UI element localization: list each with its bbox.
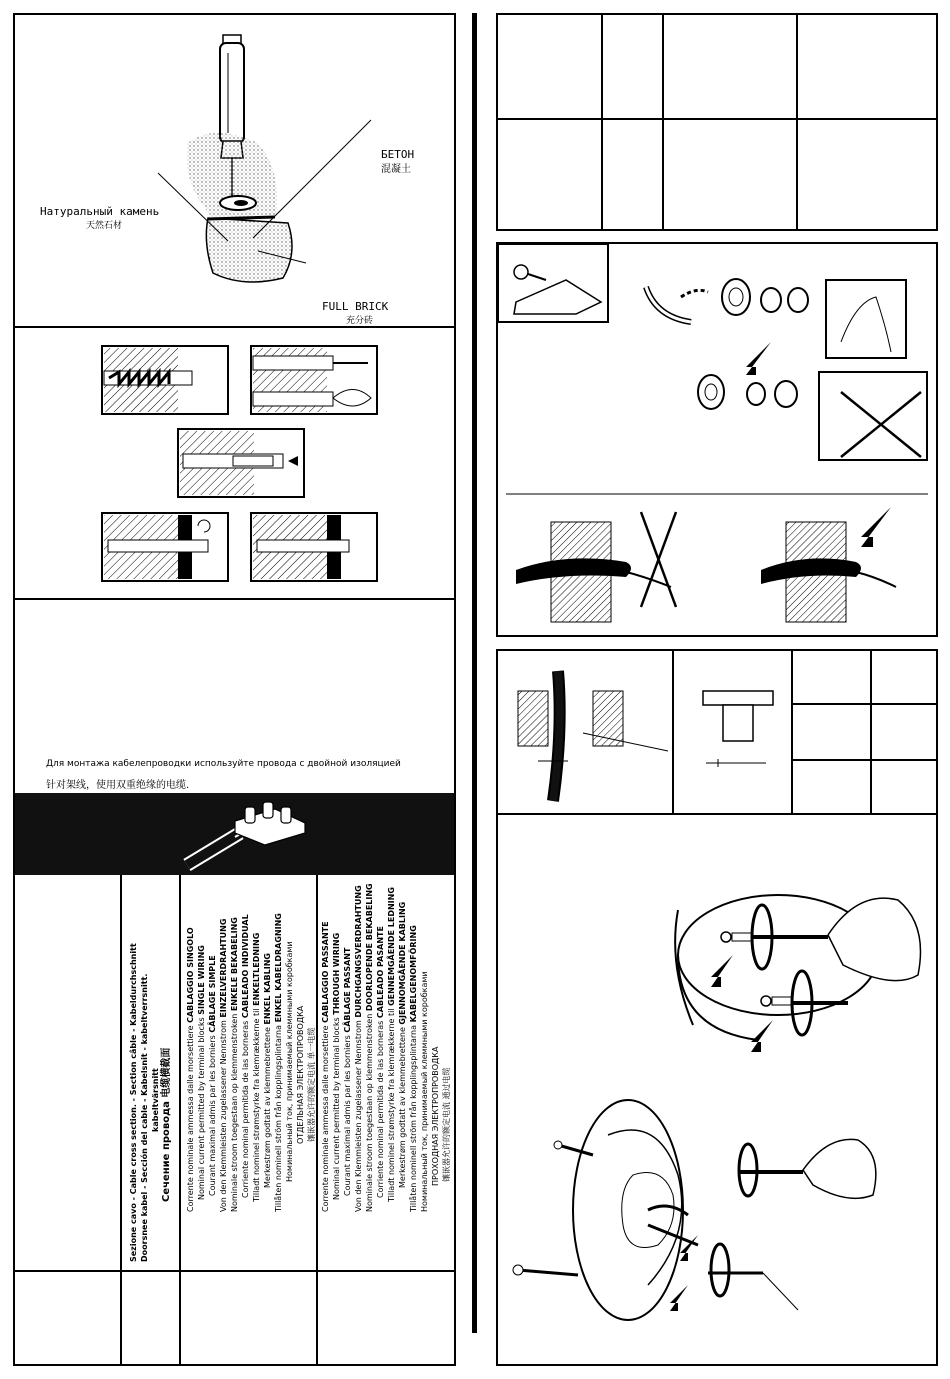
brick-label: FULL BRICK <box>322 300 389 313</box>
connector-band <box>15 793 454 875</box>
concrete-label-zh: 混凝土 <box>381 164 411 175</box>
single-wiring-text: Corrente nominale ammessa dalle morsettiere CABLAGGIO SINGOLO Nominal current permitted by terminal blocks SINGLE WIRING Courant maximal admis par les borniers CÂBLAGE SIMPLE Von den Klemmleisten zugelassener Nennstrom EINZELVERDRAHTUNG Nominale stroom toegestaan op klemmenstroken ENKELE BEKABELING Corriente nominal permitida de las borneras CABLEADO INDIVIDUAL Tilladt nominel strømstyrke fra klemrækkerne til ENKELTLEDNING Merkestrøm godtatt av klemmebrettene ENKEL KABLING Tillåten nominell ström från kopplingsplintarna ENKEL KABELDRAGNING Номинальный ток, принимаемый клеммными коробками ОТДЕЛЬНАЯ ЭЛЕКТРОПРОВОДКА 镶嵌器允许的额定电流 单一电缆 <box>186 913 316 1212</box>
through-wiring-text: Corrente nominale ammessa dalle morsettiere CABLAGGIO PASSANTE Nominal current permitted by terminal blocks THROUGH WIRING Courant maximal admis par les borniers CÂBLAGE PASSANT Von den Klemmleisten zugelassener Nennstrom DURCHGANGSVERDRAHTUNG Nominale stroom toegestaan op klemmenstroken DOORLOPENDE BEKABELING Corriente nominal permitida de las borneras CABLEADO PASANTE Tilladt nominel strømstyrke fra klemrækkerne til GENNEMGÅENDE LEDNING Merkestrøm godtatt av klemmebrettene GJENNOMGÅENDE KABLING Tillåten nominell ström från kopplingsplintarna KABELGENOMFÖRING Номинальный ток, принимаемый клеммными коробками ПРОХОДНАЯ ЭЛЕКТРОПРОВОДКА 镶嵌器允许的额定电流 通过电缆 <box>321 883 451 1212</box>
stone-label-zh: 天然石材 <box>86 221 123 231</box>
brick-label-zh: 充分砖 <box>346 316 374 326</box>
gland-section-illustration <box>498 651 872 811</box>
anchor-steps-illustration <box>13 326 456 598</box>
column-separator <box>472 13 477 1333</box>
table-line <box>120 875 122 1366</box>
gland-illustration <box>496 242 938 637</box>
table-line <box>601 13 603 231</box>
wiring-note-zh: 针对架线，使用双重绝缘的电缆. <box>46 780 190 791</box>
table-line <box>13 1270 456 1272</box>
cable-heading: Sezione cavo - Cable cross section. - Section câble - Kabeldurchschnitt Doorsnee kabel - Sección del cable - Kabelsnit - kabeltverrsnitt. kabeltvärsnitt Сечение провода 电缆横截面 <box>129 943 172 1262</box>
stone-label: Натуральный камень <box>40 205 160 218</box>
table-line <box>496 118 938 120</box>
divider <box>13 598 456 600</box>
fixing-steps-illustration <box>498 815 936 1364</box>
concrete-label: БЕТОН <box>381 148 415 161</box>
table-line <box>796 13 798 231</box>
wiring-note-ru: Для монтажа кабелепроводки используйте провода с двойной изоляцией <box>46 759 401 769</box>
table-line <box>179 875 181 1366</box>
table-line <box>662 13 664 231</box>
top-table <box>496 13 938 231</box>
